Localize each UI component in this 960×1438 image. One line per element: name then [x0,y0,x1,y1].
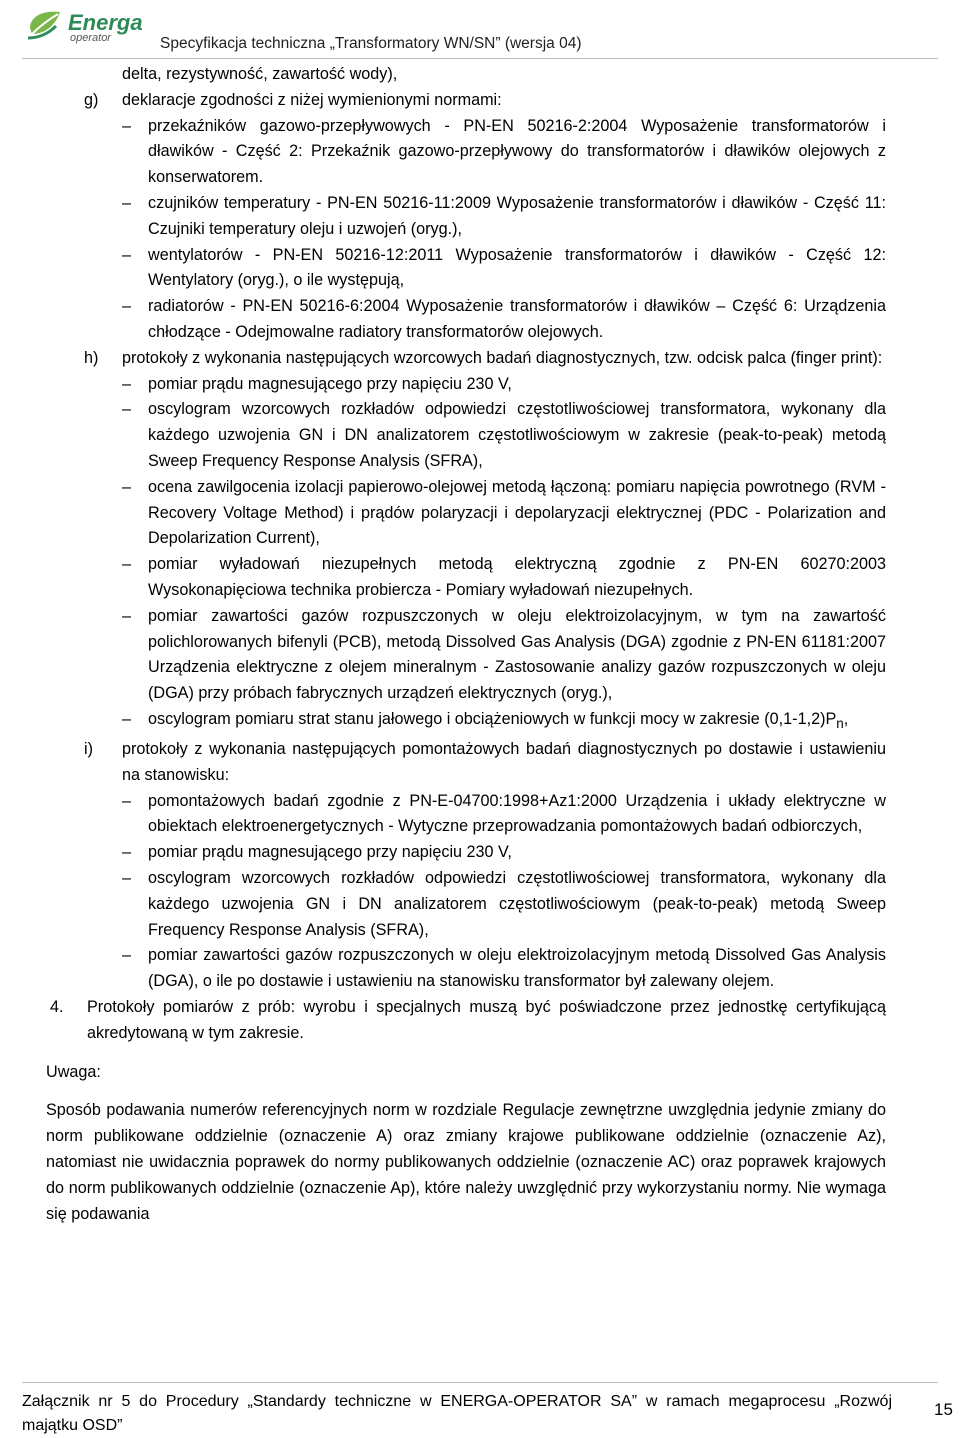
list-item-text: radiatorów - PN-EN 50216-6:2004 Wyposażenie transformatorów i dławików – Część 6: Urządzenia chłodzące - Odejmowalne radiatory transformatorów olejowych. [148,297,886,341]
footer-divider [22,1382,938,1383]
logo-subtitle: operator [70,32,111,44]
list-item [0,397,960,474]
dash-bullet: – [122,868,132,887]
item-g [0,88,960,114]
dash-bullet: – [122,946,132,965]
list-item-text: ocena zawilgocenia izolacji papierowo-olejowej metodą łączoną: pomiaru napięcia powrotnego (RVM - Recovery Voltage Method) i prądów polaryzacji i depolaryzacji elektrycznej (PDC - Polarization and Depolarization Current), [148,477,886,548]
energa-logo [26,6,156,42]
list-item-text: oscylogram wzorcowych rozkładów odpowiedzi częstotliwościowej transformatora, wykonany dla każdego uzwojenia GN i DN analizatorem częstotliwościowym (peak-to-peak) metodą Sweep Frequency Response Analysis (SFRA), [148,868,886,939]
item-h [0,346,960,372]
list-item [0,866,960,943]
header-divider [22,58,938,59]
dash-bullet: – [122,297,132,316]
list-item [0,114,960,191]
item-label: g) [84,90,99,109]
logo-wordmark: Energa [68,10,143,35]
dash-bullet: – [122,791,132,810]
footer-text: Załącznik nr 5 do Procedury „Standardy techniczne w ENERGA-OPERATOR SA” w ramach megaprocesu „Rozwój majątku OSD” [22,1393,892,1434]
point-4 [0,995,960,1047]
item-label: i) [84,739,93,758]
point-text: Protokoły pomiarów z prób: wyrobu i specjalnych muszą być poświadczone przez jednostkę certyfikującą akredytowaną w tym zakresie. [87,997,886,1042]
list-item [0,604,960,707]
dash-bullet: – [122,400,132,419]
list-item-text: pomiar prądu magnesującego przy napięciu 230 V, [148,374,512,393]
list-item-text: pomiar wyładowań niezupełnych metodą elektryczną zgodnie z PN-EN 60270:2003 Wysokonapięciowa technika probiercza - Pomiary wyładowań niezupełnych. [148,555,886,599]
dash-bullet: – [122,555,132,574]
dash-bullet: – [122,245,132,264]
list-item-text: oscylogram pomiaru strat stanu jałowego i obciążeniowych w funkcji mocy w zakresie $(0,1-1,2)P_n$, [148,709,849,732]
list-item [0,840,960,866]
page-header [0,0,960,60]
list-item [0,191,960,243]
note-paragraph: Sposób podawania numerów referencyjnych norm w rozdziale Regulacje zewnętrzne uwzględnia jedynie zmiany do norm publikowane oddzielnie (oznaczenie A) oraz zmiany krajowe publikowane oddzielnie (oznaczenie Az), natomiast nie uwidacznia poprawek do normy publikowanych oddzielnie (oznaczenie AC) oraz poprawek krajowych do norm publikowanych oddzielnie (oznaczenie Ap), które należy uwzględnić przy wykorzystaniu normy. Nie wymaga się podawania [46,1101,886,1223]
item-text: deklaracje zgodności z niżej wymienionymi normami: [122,90,502,109]
dash-bullet: – [122,116,132,135]
list-item [0,243,960,295]
list-item-text: czujników temperatury - PN-EN 50216-11:2009 Wyposażenie transformatorów i dławików - Część 11: Czujniki temperatury oleju i uzwojeń (oryg.), [148,193,886,238]
list-item-text: przekaźników gazowo-przepływowych - PN-EN 50216-2:2004 Wyposażenie transformatorów i dławików - Część 2: Przekaźnik gazowo-przepływowy do transformatorów i dławików olejowych z konserwatorem. [148,116,886,187]
list-item [0,475,960,552]
item-label: h) [84,348,99,367]
leaf-icon [26,8,66,44]
list-item [0,707,960,737]
list-item-text: pomontażowych badań zgodnie z PN-E-04700:1998+Az1:2000 Urządzenia i układy elektryczne w obiektach elektroenergetycznych - Wytyczne przeprowadzania pomontażowych badań odbiorczych, [148,791,886,836]
point-number: 4. [50,997,64,1016]
note-title: Uwaga: [46,1062,101,1081]
list-item [0,372,960,398]
dash-bullet: – [122,477,132,496]
list-item [0,943,960,995]
dash-bullet: – [122,606,132,625]
list-item [0,294,960,346]
list-item [0,552,960,604]
dash-bullet: – [122,193,132,212]
dash-bullet: – [122,374,132,393]
subscript: n [836,716,844,732]
dash-bullet: – [122,843,132,862]
document-body [0,62,960,1227]
list-item-text: pomiar zawartości gazów rozpuszczonych w oleju elektroizolacyjnym metodą Dissolved Gas Analysis (DGA), o ile po dostawie i ustawieniu na stanowisku transformator był zalewany olejem. [148,946,886,991]
list-item-text: oscylogram wzorcowych rozkładów odpowiedzi częstotliwościowej transformatora, wykonany dla każdego uzwojenia GN i DN analizatorem częstotliwościowym w zakresie (peak-to-peak) metodą Sweep Frequency Response Analysis (SFRA), [148,400,886,470]
document-title: Specyfikacja techniczna „Transformatory WN/SN” (wersja 04) [160,35,582,52]
list-item [0,789,960,841]
item-i [0,737,960,789]
page-number: 15 [934,1400,953,1419]
dash-bullet: – [122,709,132,728]
item-text: protokoły z wykonania następujących wzorcowych badań diagnostycznych, tzw. odcisk palca (finger print): [122,348,883,367]
list-item-text: pomiar zawartości gazów rozpuszczonych w oleju elektroizolacyjnym, w tym na zawartość polichlorowanych bifenyli (PCB), metodą Dissolved Gas Analysis (DGA) zgodnie z PN-EN 61181:2007 Urządzenia elektryczne z olejem mineralnym - Zastosowanie analizy gazów rozpuszczonych w oleju (DGA) przy próbach fabrycznych urządzeń elektrycznych (oryg.), [148,606,886,703]
item-f-continuation: delta, rezystywność, zawartość wody), [122,65,398,83]
item-text: protokoły z wykonania następujących pomontażowych badań diagnostycznych po dostawie i ustawieniu na stanowisku: [122,739,886,784]
list-item-text: wentylatorów - PN-EN 50216-12:2011 Wyposażenie transformatorów i dławików - Część 12: Wentylatory (oryg.), o ile występują, [148,245,886,290]
list-item-text: pomiar prądu magnesującego przy napięciu 230 V, [148,843,512,862]
